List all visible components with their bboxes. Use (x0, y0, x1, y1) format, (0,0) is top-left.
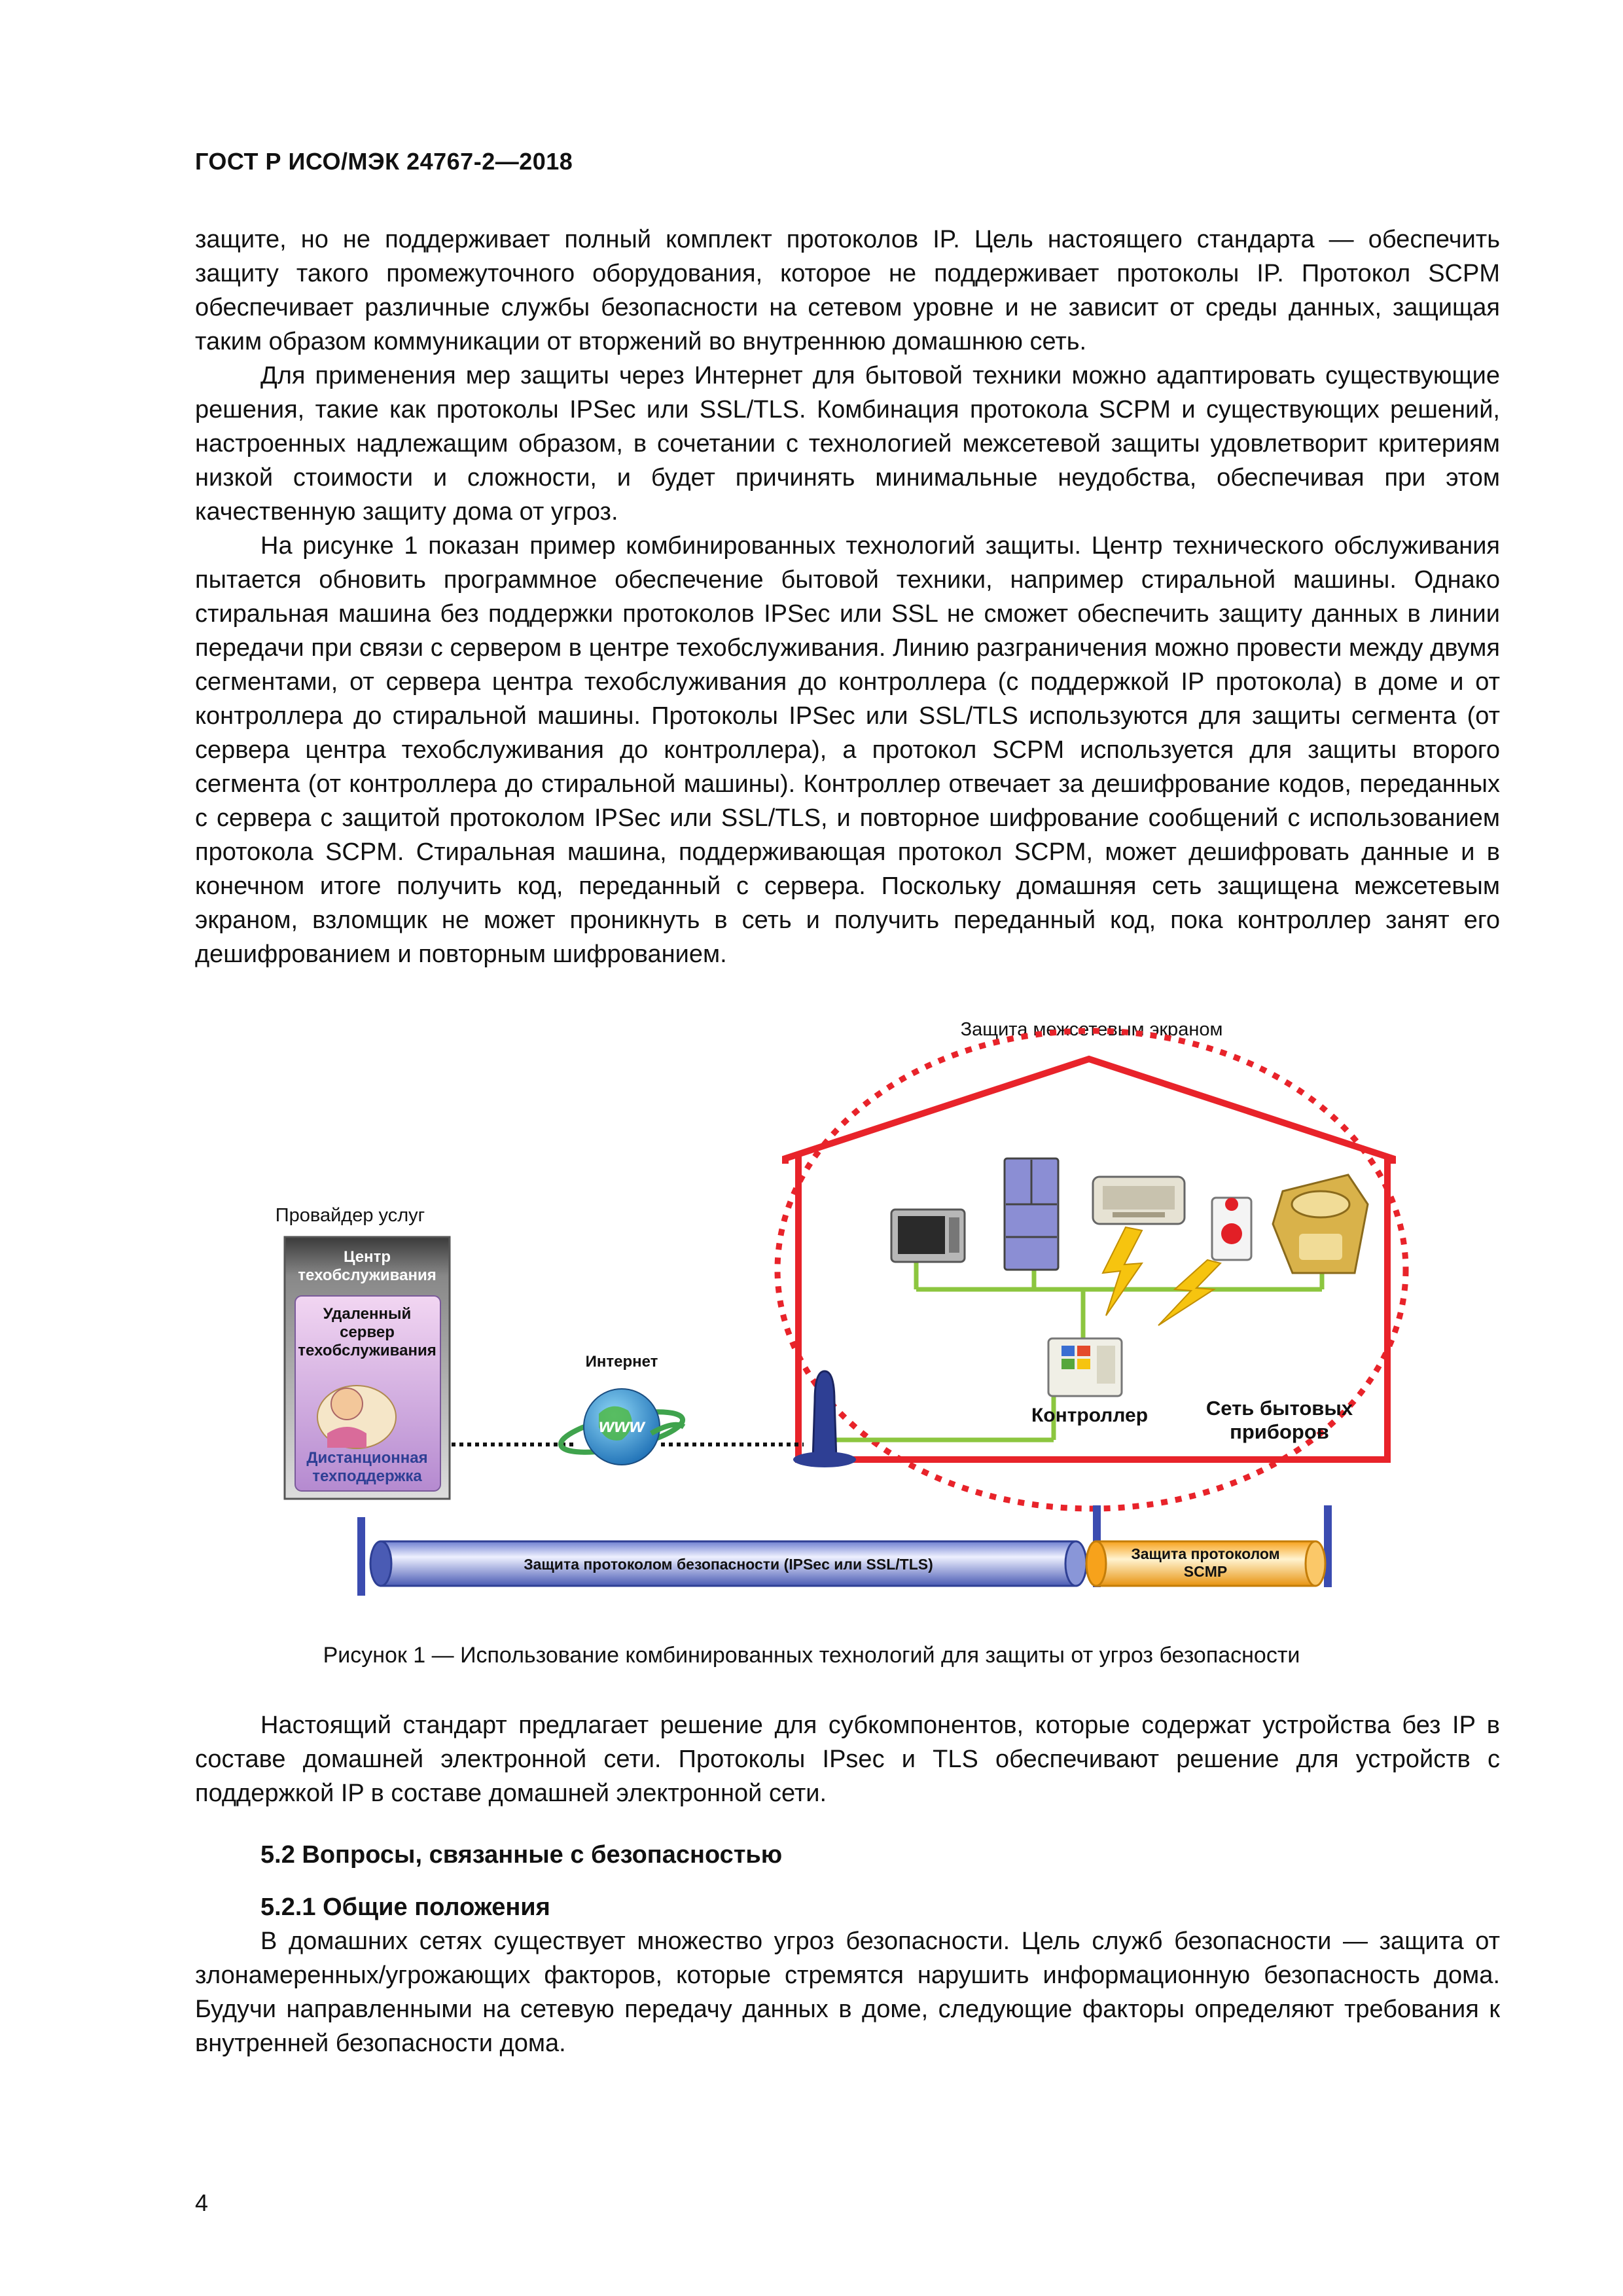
internet-label: Интернет (585, 1353, 658, 1371)
center-title-line: техобслуживания (298, 1266, 437, 1284)
microwave-icon (891, 1210, 965, 1262)
paragraph-figure-description: На рисунке 1 показан пример комбинированных технологий защиты. Центр технического обслуживания пытается обновить программное обеспечение бытовой техники, например стиральной машины. Однако стиральная машина без поддержки протоколов IPSec или SSL не сможет обеспечить защиту данных в линии передачи при связи с сервером в центре техобслуживания. Линию разграничения можно провести между двумя сегментами, от сервера центра техобслуживания до контроллера (с поддержкой IP протокола) в доме и от контроллера до стиральной машины. Протоколы IPSec или SSL/TLS используются для защиты сегмента (от сервера центра техобслуживания до контроллера), а протокол SCPM используется для защиты второго сегмента (от контроллера до стиральной машины). Контроллер отвечает за дешифрование кодов, переданных с сервера с защитой протоколом IPSec или SSL/TLS, и повторное шифрование сообщений с использованием протокола SCPM. Стиральная машина, поддерживающая протокол SCPM, может дешифровать данные и в конечном итоге получить код, переданный с сервера. Поскольку домашняя сеть защищена межсетевым экраном, взломщик не может проникнуть в сеть и получить переданный код, пока контроллер занят его дешифрованием и повторным шифрованием. (195, 532, 1500, 968)
www-label: www (598, 1415, 645, 1437)
paragraph-threats: В домашних сетях существует множество угроз безопасности. Цель служб безопасности — защита от злонамеренных/угрожающих факторов, которые стремятся нарушить информационную безопасность дома. Будучи направленными на сетевую передачу данных в доме, следующие факторы определяют требования к внутренней безопасности дома. (195, 1928, 1500, 2057)
appliance-network-label-line: приборов (1230, 1420, 1329, 1443)
air-conditioner-icon (1093, 1177, 1185, 1224)
paragraph-solution: Настоящий стандарт предлагает решение для субкомпонентов, которые содержат устройства без IP в составе домашней электронной сети. Протоколы IPsec и TLS обеспечивают решение для устройств с поддержкой IP в составе домашней электронной сети. (195, 1712, 1500, 1807)
figure-caption: Рисунок 1 — Использование комбинированных технологий для защиты от угроз безопасности (323, 1643, 1300, 1668)
paragraph-ipsec: Для применения мер защиты через Интернет для бытовой техники можно адаптировать существующие решения, такие как протоколы IPSec или SSL/TLS. Комбинация протокола SCPM и существующих решений, настроенных надлежащим образом, в сочетании с технологией межсетевой защиты удовлетворит критериям низкой стоимости и сложности, и будет причинять минимальные неудобства, обеспечивая при этом качественную защиту дома от угроз. (195, 362, 1500, 526)
remote-support-label-line: техподдержка (312, 1467, 422, 1485)
scmp-tube-label-line: Защита протоколом (1131, 1545, 1280, 1562)
subsection-heading: 5.2.1 Общие положения (260, 1893, 550, 1921)
firewall-label: Защита межсетевым экраном (960, 1019, 1223, 1040)
page-number: 4 (195, 2189, 209, 2216)
remote-support-label (306, 1449, 427, 1485)
paragraph-continuation: защите, но не поддерживает полный комплект протоколов IP. Цель настоящего стандарта — обеспечить защиту такого промежуточного оборудования, которое не поддерживает протоколы IP. Протокол SCPM обеспечивает различные службы безопасности на сетевом уровне и не зависит от среды данных, защищая таким образом коммуникации от вторжений во внутреннюю домашнюю сеть. (195, 226, 1500, 355)
remote-support-label-line: Дистанционная (306, 1449, 428, 1467)
ipsec-tube-label: Защита протоколом безопасности (IPSec или SSL/TLS) (524, 1556, 933, 1573)
provider-label: Провайдер услуг (275, 1205, 425, 1226)
center-title-line: Центр (343, 1248, 391, 1266)
appliance-network-label-line: Сеть бытовых (1205, 1397, 1353, 1420)
server-label-line: сервер (340, 1323, 395, 1341)
section-5-2 (195, 1838, 1500, 1872)
section-5-2-1 (195, 1890, 1500, 2060)
security-alarm-icon (1212, 1198, 1251, 1260)
figure-1 (0, 1008, 1623, 1630)
router-icon (793, 1371, 856, 1467)
section-heading: 5.2 Вопросы, связанные с безопасностью (260, 1841, 783, 1869)
server-label-line: техобслуживания (298, 1342, 437, 1359)
controller-label: Контроллер (1031, 1405, 1149, 1426)
lightning-bolt-icon (1103, 1227, 1221, 1325)
controller-icon (1048, 1338, 1122, 1396)
appliance-network-label (1206, 1397, 1353, 1443)
washing-machine-icon (1273, 1175, 1368, 1273)
document-header: ГОСТ Р ИСО/МЭК 24767-2—2018 (195, 148, 573, 175)
body-text-top (195, 223, 1500, 971)
refrigerator-icon (1005, 1158, 1058, 1270)
scmp-tube-label-line: SCMP (1183, 1563, 1228, 1580)
body-text-mid (195, 1708, 1500, 1810)
server-label-line: Удаленный (323, 1305, 412, 1323)
